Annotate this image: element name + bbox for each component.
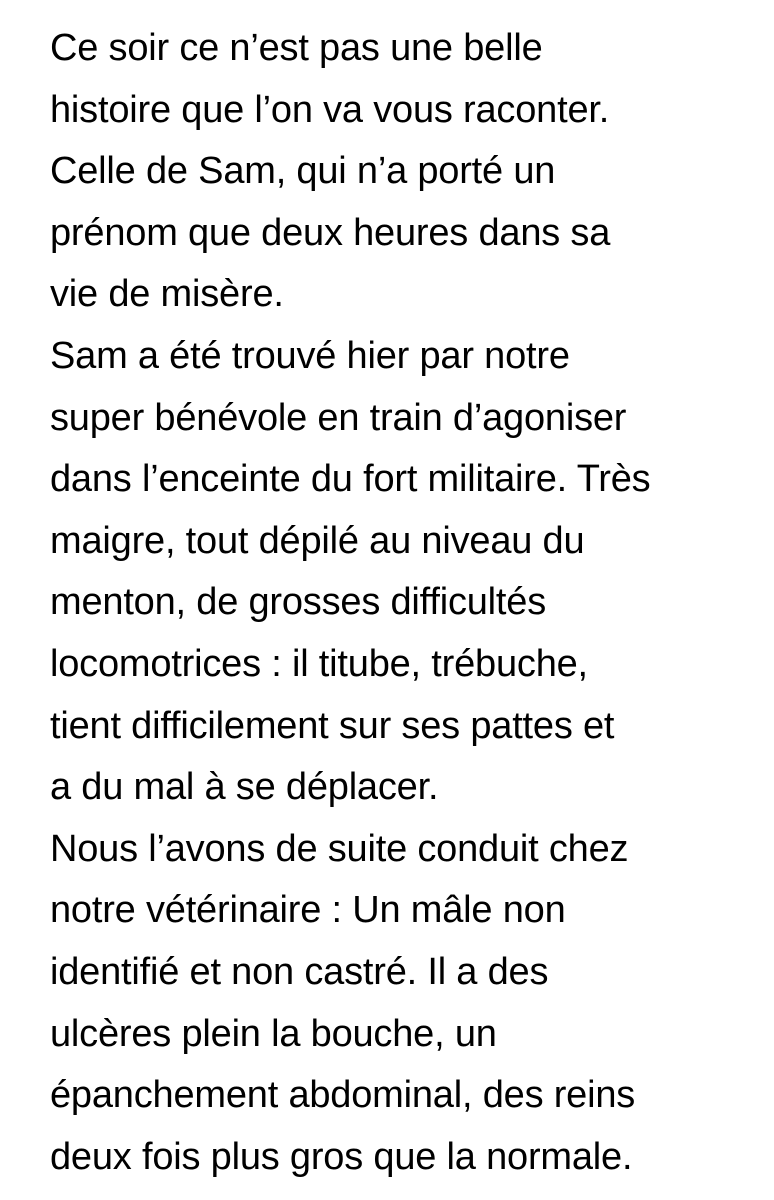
text-line: vie de misère.	[50, 273, 284, 316]
text-line: notre vétérinaire : Un mâle non	[50, 889, 566, 932]
text-line: deux fois plus gros que la normale.	[50, 1135, 633, 1178]
text-line: maigre, tout dépilé au niveau du	[50, 519, 585, 562]
text-line: histoire que l’on va vous raconter.	[50, 88, 610, 131]
text-line: épanchement abdominal, des reins	[50, 1074, 636, 1117]
text-line: Sam a été trouvé hier par notre	[50, 334, 570, 377]
text-line: tient difficilement sur ses pattes et	[50, 704, 615, 747]
text-line: prénom que deux heures dans sa	[50, 211, 611, 254]
text-line: Nous l’avons de suite conduit chez	[50, 827, 629, 870]
text-line: Celle de Sam, qui n’a porté un	[50, 150, 556, 193]
text-line: ulcères plein la bouche, un	[50, 1012, 497, 1055]
article-text	[50, 18, 750, 1188]
text-line: dans l’enceinte du fort militaire. Très	[50, 458, 651, 501]
text-line: locomotrices : il titube, trébuche,	[50, 642, 588, 685]
text-line: a du mal à se déplacer.	[50, 766, 439, 809]
text-line: menton, de grosses difficultés	[50, 581, 547, 624]
text-line: Ce soir ce n’est pas une belle	[50, 27, 543, 69]
text-line: super bénévole en train d’agoniser	[50, 396, 627, 439]
text-line: identifié et non castré. Il a des	[50, 950, 549, 993]
